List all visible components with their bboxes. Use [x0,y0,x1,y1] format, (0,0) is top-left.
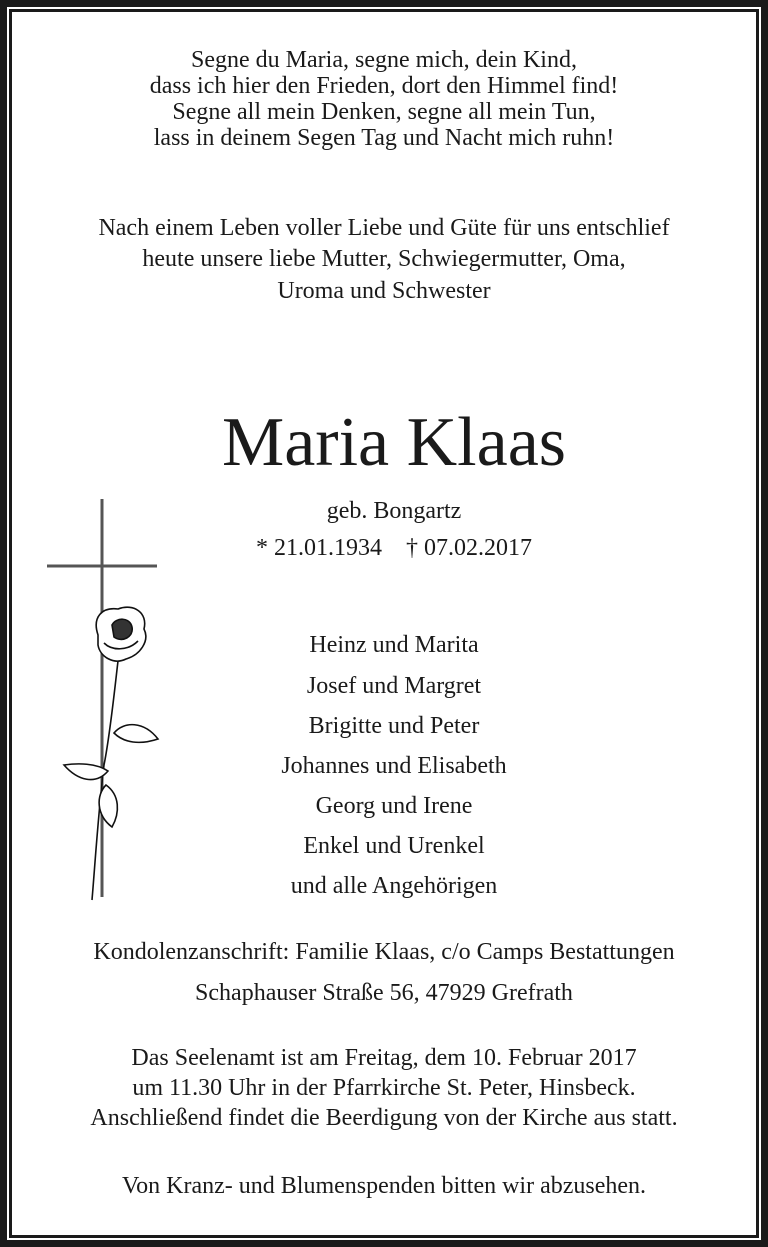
prayer-line: Segne all mein Denken, segne all mein Tun, [172,99,596,125]
intro-line: Uroma und Schwester [277,278,491,304]
intro-line: heute unsere liebe Mutter, Schwiegermutter, Oma, [142,246,626,272]
mourner: Johannes und Elisabeth [281,753,507,779]
prayer-line: dass ich hier den Frieden, dort den Himmel find! [149,73,619,99]
mourner: Georg und Irene [315,793,473,819]
mourner: und alle Angehörigen [290,873,498,899]
address-line: Schaphauser Straße 56, 47929 Grefrath [195,980,573,1006]
prayer-line: Segne du Maria, segne mich, dein Kind, [191,47,577,73]
service-line: um 11.30 Uhr in der Pfarrkirche St. Peter, Hinsbeck. [132,1075,636,1101]
mourner: Heinz und Marita [309,632,479,658]
life-dates: * 21.01.1934 † 07.02.2017 [256,535,532,561]
deceased-name: Maria Klaas [221,404,567,481]
service-line: Das Seelenamt ist am Freitag, dem 10. Februar 2017 [131,1045,637,1071]
mourner: Enkel und Urenkel [303,833,485,859]
address-line: Kondolenzanschrift: Familie Klaas, c/o Camps Bestattungen [93,939,675,965]
service-line: Anschließend findet die Beerdigung von der Kirche aus statt. [90,1105,678,1131]
prayer-line: lass in deinem Segen Tag und Nacht mich ruhn! [153,125,615,151]
intro-line: Nach einem Leben voller Liebe und Güte für uns entschlief [98,215,670,241]
closing-note: Von Kranz- und Blumenspenden bitten wir abzusehen. [121,1173,647,1199]
maiden-name: geb. Bongartz [326,498,462,524]
mourner: Josef und Margret [306,673,482,699]
mourner: Brigitte und Peter [308,713,480,739]
